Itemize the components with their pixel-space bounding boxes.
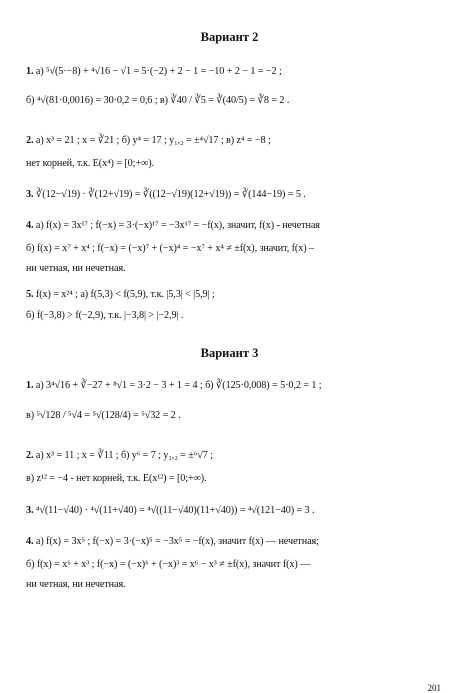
task-number: 3. xyxy=(26,189,34,200)
v3-task-2-note: в) z¹² = −4 - нет корней, т.к. E(x¹²) = [0;+∞). xyxy=(26,473,207,484)
v3-task-4b-cont: ни четная, ни нечетная. xyxy=(26,579,126,590)
v2-task-5a: 5. f(x) = x²⁴ ; а) f(5,3) < f(5,9), т.к. |5,3| < |5,9| ; xyxy=(26,289,215,300)
v2-task-1a: 1. а) ⁵√(5·−8) + ⁴√16 − √1 = 5·(−2) + 2 − 1 = −10 + 2 − 1 = −2 ; xyxy=(26,66,282,77)
v3-task-2: 2. а) x³ = 11 ; x = ∛11 ; б) y⁶ = 7 ; y₁,₂ = ±⁶√7 ; xyxy=(26,450,213,461)
v3-task-4b: б) f(x) = x⁶ + x³ ; f(−x) = (−x)⁶ + (−x)³ = x⁶ − x³ ≠ ±f(x), значит f(x) — xyxy=(26,559,311,570)
v2-task-3: 3. ∛(12−√19) · ∛(12+√19) = ∛((12−√19)(12+√19)) = ∛(144−19) = 5 . xyxy=(26,189,306,200)
task-number: 1. xyxy=(26,380,34,391)
task-number: 3. xyxy=(26,505,34,516)
variant-3-title: Вариант 3 xyxy=(200,346,259,360)
v2-task-2: 2. а) x³ = 21 ; x = ∛21 ; б) y⁴ = 17 ; y₁,₂ = ±⁴√17 ; в) z⁴ = −8 ; xyxy=(26,135,271,146)
v2-task-2-note: нет корней, т.к. E(x⁴) = [0;+∞). xyxy=(26,158,154,169)
v2-task-5b: б) f(−3,8) > f(−2,9), т.к. |−3,8| > |−2,9| . xyxy=(26,310,184,321)
v3-task-4a: 4. а) f(x) = 3x⁵ ; f(−x) = 3·(−x)⁵ = −3x⁵ = −f(x), значит f(x) — нечетная; xyxy=(26,536,319,547)
task-number: 5. xyxy=(26,289,34,300)
v2-task-4a: 4. а) f(x) = 3x¹⁷ ; f(−x) = 3·(−x)¹⁷ = −3x¹⁷ = −f(x), значит, f(x) - нечетная xyxy=(26,220,320,231)
v2-task-1b: б) ⁴√(81·0,0016) = 30·0,2 = 0,6 ; в) ∛40 / ∛5 = ∛(40/5) = ∛8 = 2 . xyxy=(26,95,290,106)
task-number: 1. xyxy=(26,66,34,77)
page-number: 201 xyxy=(427,683,441,693)
task-number: 2. xyxy=(26,450,34,461)
task-number: 4. xyxy=(26,536,34,547)
v2-task-4b: б) f(x) = x⁷ + x⁴ ; f(−x) = (−x)⁷ + (−x)⁴ = −x⁷ + x⁴ ≠ ±f(x), значит, f(x) – xyxy=(26,243,314,254)
v3-task-1a: 1. а) 3⁴√16 + ∛−27 + ⁸√1 = 3·2 − 3 + 1 = 4 ; б) ∛(125·0,008) = 5·0,2 = 1 ; xyxy=(26,380,322,391)
task-number: 2. xyxy=(26,135,34,146)
v3-task-3: 3. ⁴√(11−√40) · ⁴√(11+√40) = ⁴√((11−√40)(11+√40)) = ⁴√(121−40) = 3 . xyxy=(26,505,315,516)
v2-task-4b-cont: ни четная, ни нечетная. xyxy=(26,263,126,274)
task-number: 4. xyxy=(26,220,34,231)
v3-task-1b: в) ⁵√128 / ⁵√4 = ⁵√(128/4) = ⁵√32 = 2 . xyxy=(26,410,181,421)
variant-2-title: Вариант 2 xyxy=(200,30,259,44)
